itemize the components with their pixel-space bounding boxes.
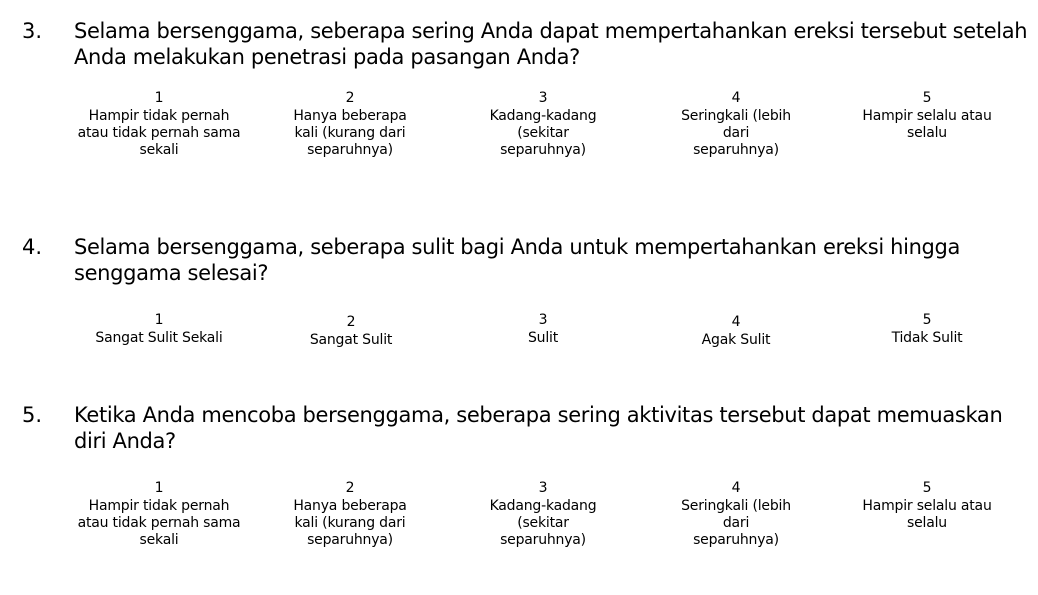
option-number: 4	[731, 90, 741, 106]
option-number: 4	[731, 480, 741, 496]
option-number: 4	[731, 314, 741, 330]
option-label: Kadang-kadang (sekitar separuhnya)	[489, 108, 597, 158]
option-label: Sulit	[527, 330, 559, 346]
answer-option-1[interactable]	[74, 90, 244, 159]
answer-option-5[interactable]	[842, 312, 1012, 347]
answer-option-1[interactable]	[74, 312, 244, 347]
option-number: 3	[538, 480, 548, 496]
question-number: 5.	[22, 403, 43, 427]
option-number: 5	[922, 90, 932, 106]
option-number: 2	[346, 314, 356, 330]
answer-option-4[interactable]	[651, 314, 821, 349]
option-label: Hampir tidak pernah atau tidak pernah sama sekali	[77, 108, 241, 158]
option-number: 2	[345, 90, 355, 106]
question-number: 4.	[22, 235, 43, 259]
option-label: Hampir selalu atau selalu	[862, 108, 992, 141]
answer-option-3[interactable]	[458, 90, 628, 159]
answer-option-4[interactable]	[651, 90, 821, 159]
question-text: Ketika Anda mencoba bersenggama, seberapa sering aktivitas tersebut dapat memuaskan diri Anda?	[74, 403, 1003, 453]
answer-option-2[interactable]	[266, 314, 436, 349]
question-number: 3.	[22, 19, 43, 43]
option-number: 5	[922, 312, 932, 328]
option-label: Hampir tidak pernah atau tidak pernah sama sekali	[77, 498, 241, 548]
question-text: Selama bersenggama, seberapa sulit bagi Anda untuk mempertahankan ereksi hingga senggama selesai?	[74, 235, 961, 285]
option-label: Kadang-kadang (sekitar separuhnya)	[489, 498, 597, 548]
answer-option-2[interactable]	[266, 90, 434, 159]
option-label: Seringkali (lebih dari separuhnya)	[681, 498, 791, 548]
option-label: Hampir selalu atau selalu	[862, 498, 992, 531]
option-number: 2	[345, 480, 355, 496]
option-label: Hanya beberapa kali (kurang dari separuhnya)	[293, 108, 407, 158]
option-label: Sangat Sulit	[309, 332, 393, 348]
answer-option-3[interactable]	[458, 480, 628, 549]
answer-option-4[interactable]	[651, 480, 821, 549]
option-number: 3	[538, 312, 548, 328]
option-number: 1	[154, 312, 164, 328]
option-label: Tidak Sulit	[891, 330, 963, 346]
answer-option-5[interactable]	[842, 480, 1012, 532]
option-number: 1	[154, 90, 164, 106]
answer-option-5[interactable]	[842, 90, 1012, 142]
option-label: Sangat Sulit Sekali	[95, 330, 223, 346]
option-number: 1	[154, 480, 164, 496]
answer-option-2[interactable]	[266, 480, 434, 549]
option-number: 5	[922, 480, 932, 496]
answer-option-1[interactable]	[74, 480, 244, 549]
question-text: Selama bersenggama, seberapa sering Anda dapat mempertahankan ereksi tersebut setelah Anda melakukan penetrasi pada pasangan Anda?	[74, 19, 1028, 69]
option-label: Hanya beberapa kali (kurang dari separuhnya)	[293, 498, 407, 548]
option-number: 3	[538, 90, 548, 106]
option-label: Agak Sulit	[701, 332, 771, 348]
answer-option-3[interactable]	[458, 312, 628, 347]
option-label: Seringkali (lebih dari separuhnya)	[681, 108, 791, 158]
